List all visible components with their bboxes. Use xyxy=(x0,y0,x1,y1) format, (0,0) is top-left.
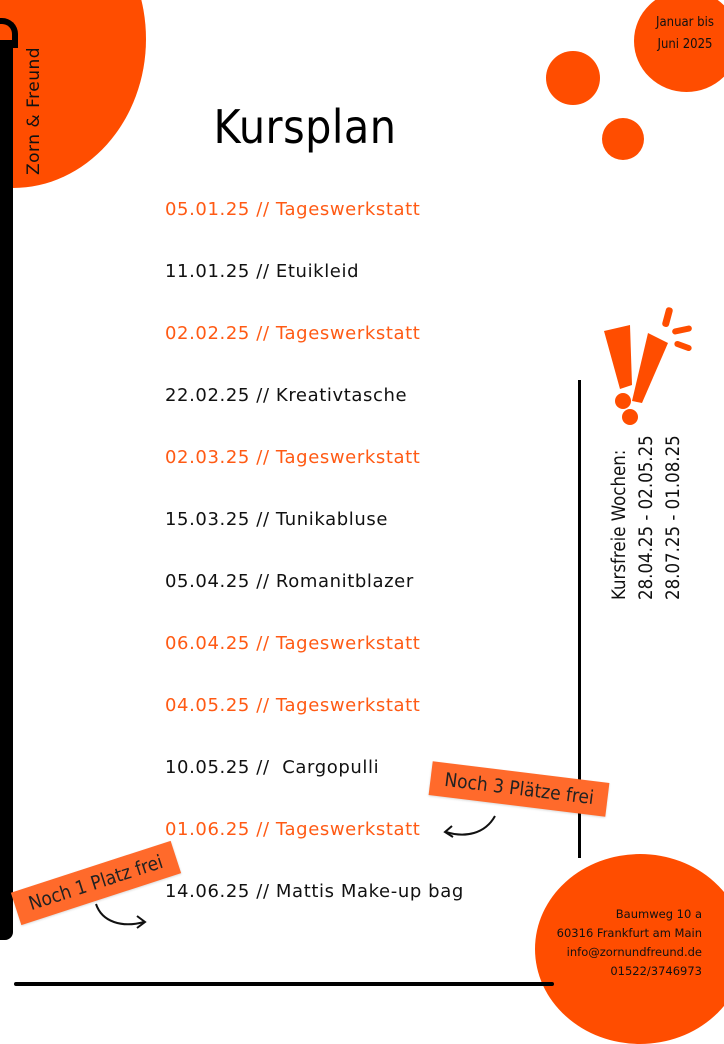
course-item: 05.01.25 // Tageswerkstatt xyxy=(165,199,421,220)
course-item: 14.06.25 // Mattis Make-up bag xyxy=(165,881,464,902)
course-free-week-2: 28.07.25 - 01.08.25 xyxy=(663,435,684,600)
course-free-weeks xyxy=(606,435,687,600)
curved-arrow-icon xyxy=(440,812,500,842)
decor-dot-large xyxy=(546,51,600,105)
contact-phone: 01522/3746973 xyxy=(610,964,702,978)
top-left-circle xyxy=(0,0,146,188)
sticker-one-spot: Noch 1 Platz frei xyxy=(11,841,181,925)
course-item: 15.03.25 // Tunikabluse xyxy=(165,509,389,530)
frame-left-bar xyxy=(0,40,13,940)
course-item: 02.03.25 // Tageswerkstatt xyxy=(165,447,421,468)
brand-name: Zorn & Freund xyxy=(24,46,44,175)
course-item: 10.05.25 // Cargopulli xyxy=(165,757,380,778)
course-item: 06.04.25 // Tageswerkstatt xyxy=(165,633,421,654)
contact-street: Baumweg 10 a xyxy=(615,907,702,921)
contact-info xyxy=(557,905,702,981)
frame-bottom-line xyxy=(14,982,554,986)
course-item: 02.02.25 // Tageswerkstatt xyxy=(165,323,421,344)
course-free-week-1: 28.04.25 - 02.05.25 xyxy=(636,435,657,600)
course-list xyxy=(165,197,464,941)
course-item: 05.04.25 // Romanitblazer xyxy=(165,571,414,592)
course-free-weeks-label: Kursfreie Wochen: xyxy=(609,449,630,600)
course-item: 11.01.25 // Etuikleid xyxy=(165,261,360,282)
exclamation-burst-icon xyxy=(600,305,700,430)
date-range xyxy=(640,12,724,56)
sticker-three-spots: Noch 3 Plätze frei xyxy=(429,761,610,816)
contact-email[interactable]: info@zornundfreund.de xyxy=(566,945,702,959)
course-item: 22.02.25 // Kreativtasche xyxy=(165,385,408,406)
curved-arrow-icon xyxy=(92,900,152,934)
course-item: 01.06.25 // Tageswerkstatt xyxy=(165,819,421,840)
page-title: Kursplan xyxy=(213,100,397,154)
date-range-line-1: Januar bis xyxy=(656,15,714,30)
contact-city: 60316 Frankfurt am Main xyxy=(556,926,702,940)
course-item: 04.05.25 // Tageswerkstatt xyxy=(165,695,421,716)
date-range-line-2: Juni 2025 xyxy=(657,37,713,52)
